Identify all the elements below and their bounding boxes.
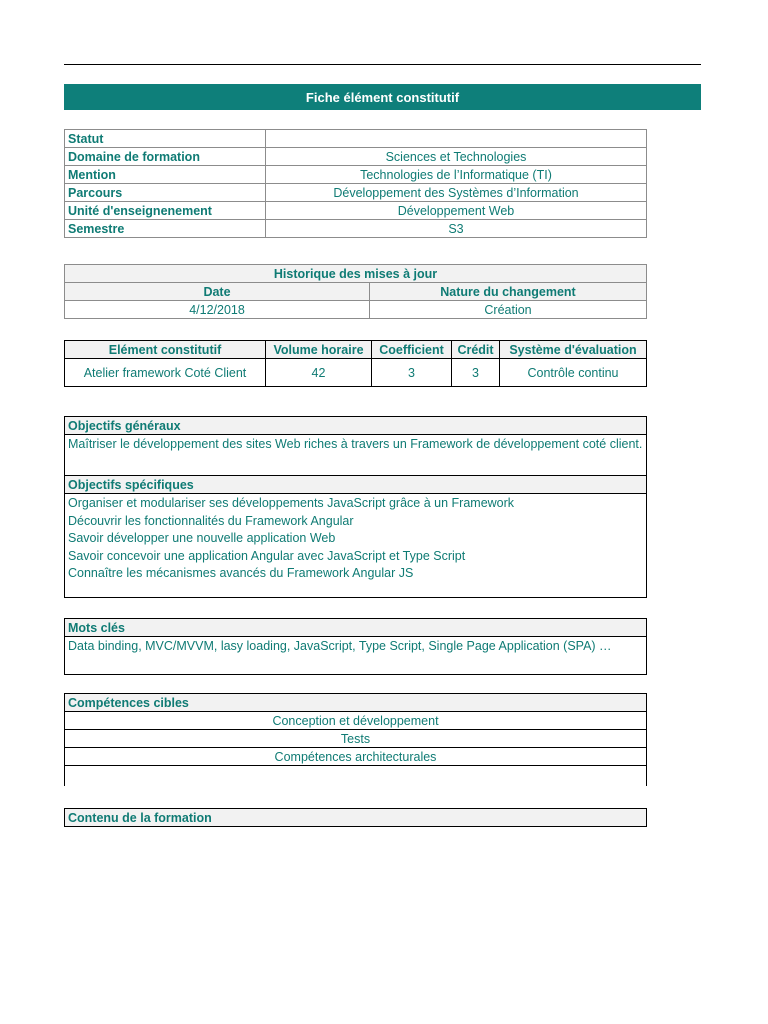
element-cell: Contrôle continu (500, 359, 647, 387)
info-label-parcours: Parcours (65, 184, 266, 202)
table-row (65, 148, 647, 166)
list-item (65, 748, 647, 766)
element-header: Volume horaire (266, 341, 372, 359)
general-objectives-title: Objectifs généraux (65, 417, 647, 435)
objectives-table (64, 416, 647, 598)
element-cell: 42 (266, 359, 372, 387)
general-objectives-text: Maîtriser le développement des sites Web riches à travers un Framework de développement coté client. (65, 435, 647, 476)
keywords-title: Mots clés (65, 619, 647, 637)
table-row (65, 301, 647, 319)
history-date: 4/12/2018 (65, 301, 370, 319)
table-row (65, 130, 647, 148)
table-row (65, 359, 647, 387)
specific-objectives-list (65, 494, 647, 598)
history-title: Historique des mises à jour (65, 265, 647, 283)
history-col-nature: Nature du changement (370, 283, 647, 301)
history-col-date: Date (65, 283, 370, 301)
table-row (65, 202, 647, 220)
content-table (64, 808, 647, 827)
competences-table (64, 693, 647, 786)
info-value-semestre: S3 (266, 220, 647, 238)
element-header: Elément constitutif (65, 341, 266, 359)
list-item: Découvrir les fonctionnalités du Framework Angular (68, 513, 354, 528)
list-item (65, 712, 647, 730)
list-item (65, 730, 647, 748)
content-title: Contenu de la formation (65, 809, 647, 827)
element-header: Coefficient (372, 341, 452, 359)
element-header: Système d'évaluation (500, 341, 647, 359)
competences-title: Compétences cibles (65, 694, 647, 712)
info-label-statut: Statut (65, 130, 266, 148)
history-table (64, 264, 647, 319)
info-label-domaine: Domaine de formation (65, 148, 266, 166)
history-nature: Création (370, 301, 647, 319)
info-value-parcours: Développement des Systèmes d’Information (266, 184, 647, 202)
info-value-mention: Technologies de l’Informatique (TI) (266, 166, 647, 184)
competence-item: Conception et développement (65, 712, 647, 730)
element-header: Crédit (452, 341, 500, 359)
table-row (65, 184, 647, 202)
page-title: Fiche élément constitutif (64, 84, 701, 110)
element-table (64, 340, 647, 387)
element-cell: 3 (372, 359, 452, 387)
info-label-semestre: Semestre (65, 220, 266, 238)
specific-objectives-title: Objectifs spécifiques (65, 476, 647, 494)
competence-empty-row (65, 766, 647, 786)
table-row (65, 166, 647, 184)
list-item: Savoir concevoir une application Angular avec JavaScript et Type Script (68, 548, 466, 563)
info-label-unite: Unité d'enseignenement (65, 202, 266, 220)
top-rule (64, 64, 701, 65)
list-item: Connaître les mécanismes avancés du Framework Angular JS (68, 566, 414, 580)
info-value-domaine: Sciences et Technologies (266, 148, 647, 166)
list-item: Savoir développer une nouvelle application Web (68, 531, 336, 545)
info-value-statut (266, 130, 647, 148)
element-cell: Atelier framework Coté Client (65, 359, 266, 387)
list-item: Organiser et modulariser ses développements JavaScript grâce à un Framework (68, 496, 515, 510)
info-label-mention: Mention (65, 166, 266, 184)
competence-item: Compétences architecturales (65, 748, 647, 766)
competence-item: Tests (65, 730, 647, 748)
info-value-unite: Développement Web (266, 202, 647, 220)
table-row (65, 220, 647, 238)
info-table (64, 129, 647, 238)
keywords-table (64, 618, 647, 675)
keywords-text: Data binding, MVC/MVVM, lasy loading, JavaScript, Type Script, Single Page Application (SPA) … (65, 637, 647, 675)
element-cell: 3 (452, 359, 500, 387)
